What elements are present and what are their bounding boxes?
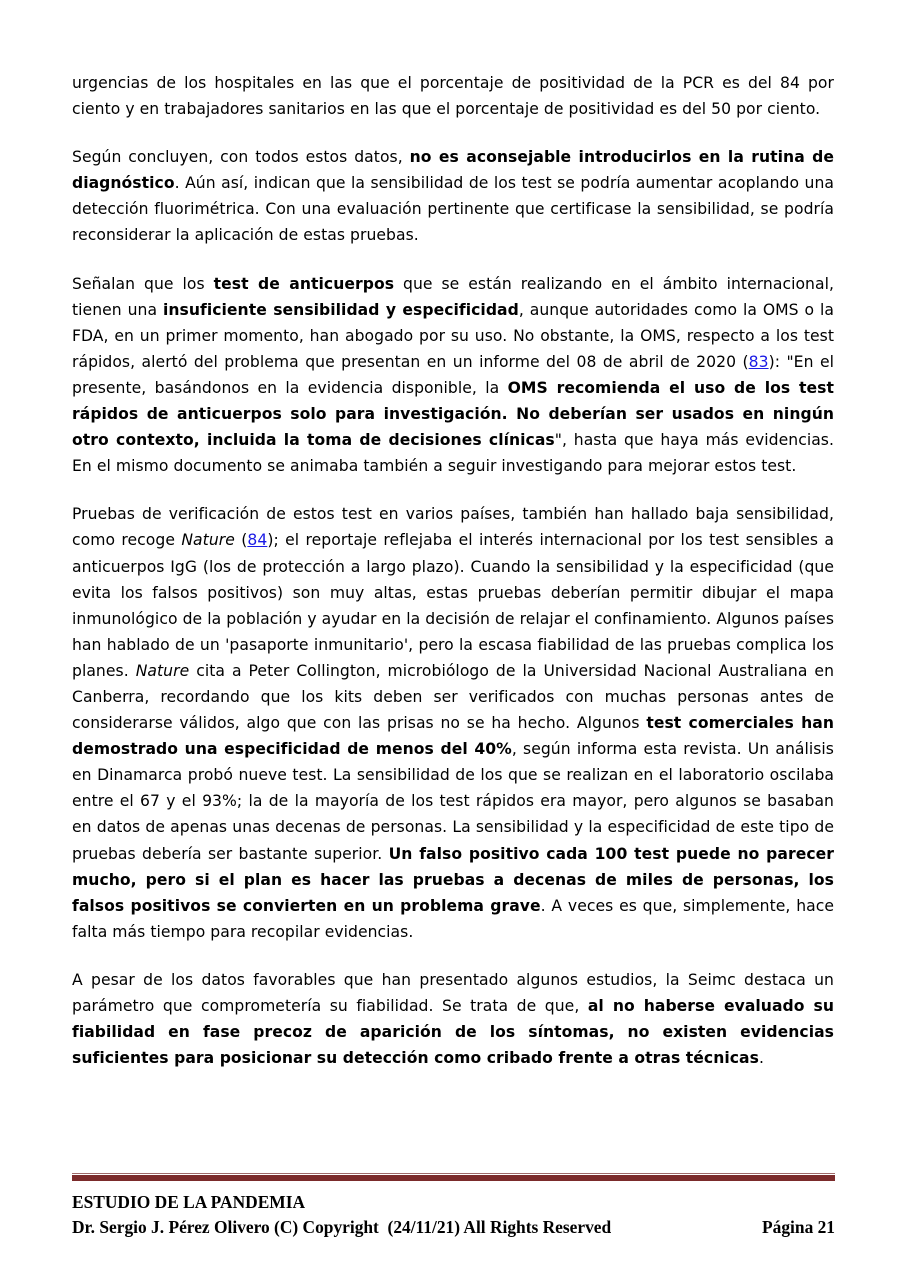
p3-text-5: ", hasta que haya más evidencias. En el mismo documento se animaba también a seguir investigando para mejorar estos test. xyxy=(72,431,834,476)
paragraph-1 xyxy=(72,70,834,122)
p4-italic-nature-1: Nature xyxy=(181,531,235,550)
p3-text-2: que se están realizando en el ámbito internacional, tienen una xyxy=(72,274,834,319)
p4-text-4: cita a Peter Collington, microbiólogo de la Universidad Nacional Australiana en Canberra, recordando que los kits deben ser verificados con muchas personas antes de considerarse válidos, algo que con las prisas no se ha hecho. Algunos xyxy=(72,661,835,733)
p5-text-1: A pesar de los datos favorables que han presentado algunos estudios, la Seimc destaca un parámetro que comprometería su fiabilidad. Se trata de que, xyxy=(72,970,834,1015)
p2-bold-1: no es aconsejable introducirlos en la rutina de diagnóstico xyxy=(72,148,834,193)
p3-bold-3: OMS recomienda el uso de los test rápidos de anticuerpos solo para investigación. No deberían ser usados en ningún otro contexto, incluida la toma de decisiones clínicas xyxy=(72,378,834,450)
p3-text-4: ): "En el presente, basándonos en la evidencia disponible, la xyxy=(72,352,834,397)
p3-bold-2: insuficiente sensibilidad y especificidad xyxy=(162,300,519,319)
reference-link-83[interactable]: 83 xyxy=(748,352,769,371)
p4-italic-nature-2: Nature xyxy=(135,661,190,680)
p3-bold-1: test de anticuerpos xyxy=(213,274,395,293)
p5-bold-1: al no haberse evaluado su fiabilidad en fase precoz de aparición de los síntomas, no existen evidencias suficientes para posicionar su detección como cribado frente a otras técnicas xyxy=(72,997,834,1068)
paragraph-5 xyxy=(72,967,834,1071)
p2-text-1: Según concluyen, con todos estos datos, xyxy=(72,148,410,167)
footer-document-title: ESTUDIO DE LA PANDEMIA xyxy=(72,1192,306,1212)
footer-divider xyxy=(72,1173,835,1181)
p4-text-5: , según informa esta revista. Un análisis en Dinamarca probó nueve test. La sensibilidad de los que se realizan en el laboratorio oscilaba entre el 67 y el 93%; la de la mayoría de los test rápidos era mayor, pero algunos se basaban en datos de apenas unas decenas de personas. La sensibilidad y la especificidad de este tipo de pruebas debería ser bastante superior. xyxy=(72,740,834,863)
paragraph-3 xyxy=(72,271,834,480)
p4-text-6: . A veces es que, simplemente, hace falta más tiempo para recopilar evidencias. xyxy=(72,896,834,941)
p4-bold-1: test comerciales han demostrado una especificidad de menos del 40% xyxy=(72,714,834,759)
paragraph-1-text: urgencias de los hospitales en las que el porcentaje de positividad de la PCR es del 84 por ciento y en trabajadores sanitarios en las que el porcentaje de positividad es del 50 por ciento. xyxy=(72,74,834,119)
footer-page-number: Página 21 xyxy=(762,1217,835,1237)
p3-text-3: , aunque autoridades como la OMS o la FDA, en un primer momento, han abogado por su uso. No obstante, la OMS, respecto a los test rápidos, alertó del problema que presentan en un informe del 08 de abril de 2020 ( xyxy=(72,300,835,371)
reference-link-84[interactable]: 84 xyxy=(247,531,268,550)
p4-bold-2: Un falso positivo cada 100 test puede no parecer mucho, pero si el plan es hacer las pruebas a decenas de miles de personas, los falsos positivos se convierten en un problema grave xyxy=(72,844,834,915)
footer-bottom-row xyxy=(72,1215,835,1240)
p2-text-2: . Aún así, indican que la sensibilidad de los test se podría aumentar acoplando una detección fluorimétrica. Con una evaluación pertinente que certificase la sensibilidad, se podría reconsiderar la aplicación de estas pruebas. xyxy=(72,174,834,245)
p4-text-2: ( xyxy=(234,531,248,550)
footer-text-block xyxy=(72,1190,835,1240)
page-footer xyxy=(72,1173,835,1240)
p5-text-2: . xyxy=(758,1049,764,1068)
p4-text-3: ); el reportaje reflejaba el interés internacional por los test sensibles a anticuerpos IgG (los de protección a largo plazo). Cuando la sensibilidad y la especificidad (que evita los falsos positivos) son muy altas, estas pruebas deberían permitir dibujar el mapa inmunológico de la población y ayudar en la decisión de relajar el confinamiento. Algunos países han hablado de un 'pasaporte inmunitario', pero la escasa fiabilidad de las pruebas complica los planes. xyxy=(72,531,834,680)
paragraph-2 xyxy=(72,144,834,248)
document-body xyxy=(72,70,834,1071)
footer-copyright: Dr. Sergio J. Pérez Olivero (C) Copyright (24/11/21) All Rights Reserved xyxy=(72,1217,612,1237)
p3-text-1: Señalan que los xyxy=(72,274,214,293)
paragraph-4 xyxy=(72,501,834,945)
p4-text-1: Pruebas de verificación de estos test en varios países, también han hallado baja sensibilidad, como recoge xyxy=(72,505,834,550)
